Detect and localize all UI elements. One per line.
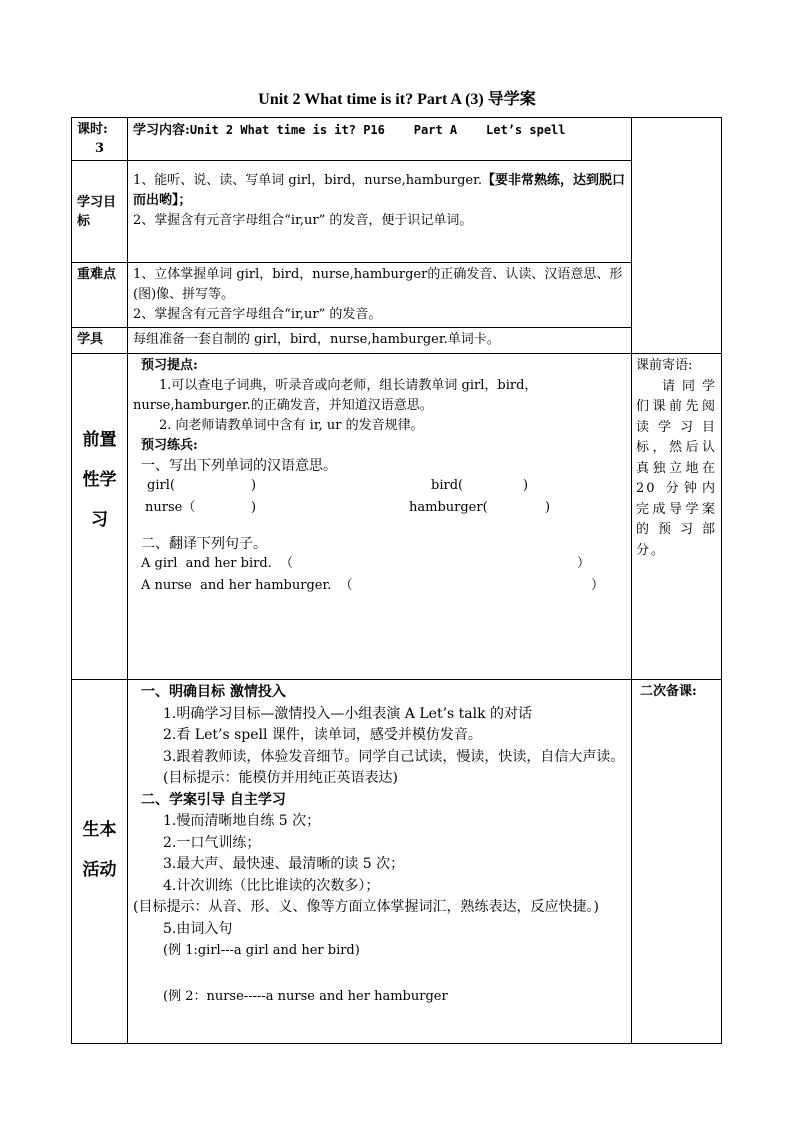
preview-label-3: 习 xyxy=(91,510,108,530)
study-plan-table xyxy=(71,117,722,1044)
exercise-1-heading: 一、写出下列单词的汉语意思。 xyxy=(141,458,337,474)
practice-step-5: 5.由词入句 xyxy=(163,920,233,937)
lesson-row xyxy=(72,118,722,161)
tools-text: 每组准备一套自制的 girl，bird，nurse,hamburger.单词卡。 xyxy=(128,328,632,354)
activity-heading-1: 一、明确目标 激情投入 xyxy=(141,684,286,700)
word-girl: girl( xyxy=(147,478,175,493)
sentence-2: A nurse and her hamburger. （ xyxy=(141,578,353,593)
right-blank-cell xyxy=(632,118,722,354)
activity-hint-1: (目标提示：能模仿并用纯正英语表达) xyxy=(163,770,398,786)
content-text: Unit 2 What time is it? P16 Part A Let’s spell xyxy=(189,123,566,137)
blank-bird-end: ) xyxy=(523,478,529,493)
sentence-row-1 xyxy=(133,554,626,576)
goal-1-emphasis: 【要非常熟练，达到脱口而出哟】； xyxy=(133,173,626,208)
tools-row xyxy=(72,328,722,354)
practice-step-4: 4.计次训练（比比谁读的次数多）； xyxy=(163,877,380,894)
lesson-label: 课时: xyxy=(77,122,108,137)
tip-2: 2. 向老师请教单词中含有 ir, ur 的发音规律。 xyxy=(159,418,424,433)
sentence-row-2 xyxy=(133,576,626,598)
key-points-row xyxy=(72,263,722,328)
lesson-number: 3 xyxy=(94,141,105,156)
page-title: Unit 2 What time is it? Part A (3) 导学案 xyxy=(258,91,536,108)
goals-cell xyxy=(128,161,632,263)
goals-row xyxy=(72,161,722,263)
key-points-label: 重难点 xyxy=(72,263,128,328)
preview-cell xyxy=(128,354,632,680)
lesson-content-cell xyxy=(128,118,632,161)
example-1: (例 1:girl---a girl and her bird) xyxy=(163,943,360,958)
tips-heading: 预习提点: xyxy=(141,358,198,373)
practice-heading: 预习练兵: xyxy=(141,438,198,453)
activity-heading-2: 二、学案引导 自主学习 xyxy=(141,791,286,808)
activity-step-3: 3.跟着教师读，体验发音细节。同学自己试读，慢读，快读，自信大声读。 xyxy=(163,748,625,765)
preview-row xyxy=(72,354,722,680)
practice-step-3: 3.最大声、最快速、最清晰的读 5 次； xyxy=(163,856,405,872)
lesson-prep-heading: 二次备课: xyxy=(640,684,697,699)
practice-hint: (目标提示：从音、形、义、像等方面立体掌握词汇，熟练表达，反应快捷。) xyxy=(133,899,599,915)
key-points-cell xyxy=(128,263,632,328)
blank-nurse-end: ) xyxy=(251,500,257,515)
word-hamburger: hamburger( xyxy=(409,500,488,515)
activity-label-1: 生本 xyxy=(82,820,117,840)
goals-label: 学习目标 xyxy=(72,161,128,263)
sentence-1-end: ） xyxy=(577,556,591,571)
practice-step-2: 2.一口气训练； xyxy=(163,834,261,851)
word-nurse: nurse（ xyxy=(145,500,196,515)
preview-label-cell xyxy=(72,354,128,680)
goal-1: 1、能听、说、读、写单词 girl，bird，nurse,hamburger. xyxy=(133,173,483,188)
activity-step-2: 2.看 Let’s spell 课件，读单词，感受并模仿发音。 xyxy=(163,727,482,743)
preview-note-cell xyxy=(632,354,722,680)
activity-label-cell xyxy=(72,680,128,1044)
practice-step-1: 1.慢而清晰地自练 5 次； xyxy=(163,813,321,829)
key-point-2: 2、掌握含有元音字母组合“ir,ur” 的发音。 xyxy=(133,307,382,322)
activity-label-2: 活动 xyxy=(82,860,117,880)
word-bird: bird( xyxy=(431,478,464,493)
preview-label-2: 性学 xyxy=(82,470,117,490)
word-row-1 xyxy=(133,476,626,498)
word-row-2 xyxy=(133,498,626,520)
preview-label-1: 前置 xyxy=(82,430,117,450)
content-label: 学习内容: xyxy=(133,123,190,138)
sentence-1: A girl and her bird. （ xyxy=(141,556,294,571)
lesson-prep-cell xyxy=(632,680,722,1044)
preview-note-heading: 课前寄语: xyxy=(636,358,693,373)
activity-cell xyxy=(128,680,632,1044)
lesson-label-cell xyxy=(72,118,128,161)
key-point-1: 1、立体掌握单词 girl，bird，nurse,hamburger的正确发音、认读、汉语意思、形(图)像、拼写等。 xyxy=(133,267,623,302)
example-2: (例 2：nurse-----a nurse and her hamburger xyxy=(163,988,448,1004)
preview-note-text: 请同学们课前先阅读学习目标，然后认真独立地在 20 分钟内完成导学案的预习部分。 xyxy=(636,378,717,558)
sentence-2-end: ） xyxy=(591,578,605,593)
activity-row xyxy=(72,680,722,1044)
blank-girl-end: ) xyxy=(251,478,257,493)
exercise-2-heading: 二、翻译下列句子。 xyxy=(141,536,267,552)
tip-1: 1.可以查电子词典，听录音或向老师，组长请教单词 girl，bird，nurse,hamburger.的正确发音，并知道汉语意思。 xyxy=(133,378,538,413)
blank-hamburger-end: ) xyxy=(545,500,551,515)
goal-2: 2、掌握含有元音字母组合“ir,ur” 的发音，便于识记单词。 xyxy=(133,213,473,228)
tools-label: 学具 xyxy=(72,328,128,354)
activity-step-1: 1.明确学习目标—激情投入—小组表演 A Let’s talk 的对话 xyxy=(163,705,533,722)
